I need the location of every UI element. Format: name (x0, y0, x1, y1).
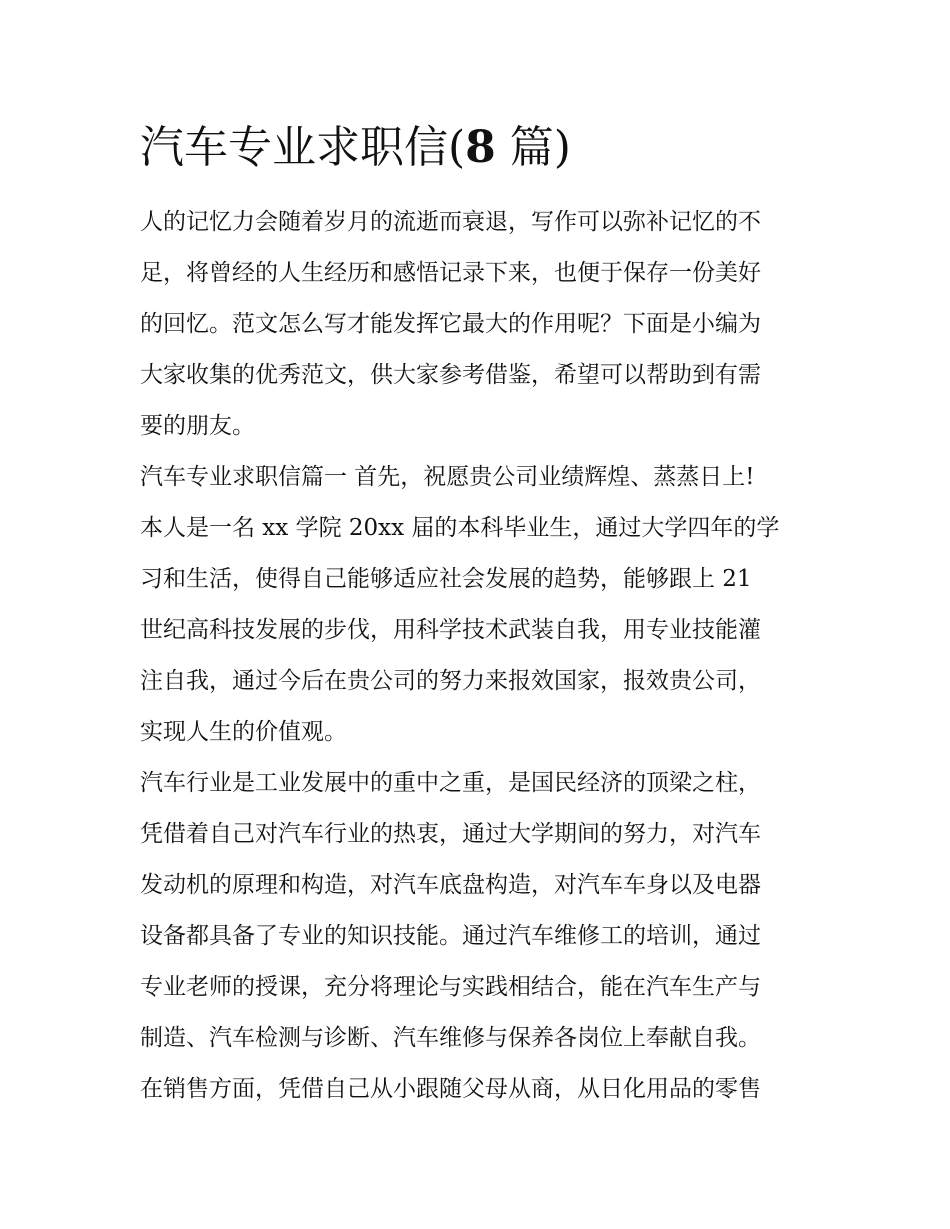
body-line: 世纪高科技发展的步伐，用科学技术武装自我，用专业技能灌 (140, 617, 761, 643)
title-prefix: 汽车专业求职信( (140, 122, 466, 173)
body-line: 习和生活，使得自己能够适应社会发展的趋势，能够跟上 21 (140, 566, 752, 592)
body-line: 汽车行业是工业发展中的重中之重，是国民经济的顶梁之柱， (140, 770, 761, 796)
body-line: 实现人生的价值观。 (140, 719, 347, 745)
body-line: 专业老师的授课，充分将理论与实践相结合，能在汽车生产与 (140, 974, 761, 1000)
body-line: 人的记忆力会随着岁月的流逝而衰退，写作可以弥补记忆的不 (140, 209, 761, 235)
title-suffix: 篇) (495, 122, 571, 173)
document-title (140, 118, 571, 178)
body-line: 的回忆。范文怎么写才能发挥它最大的作用呢？下面是小编为 (140, 311, 761, 337)
body-line: 要的朋友。 (140, 413, 255, 439)
body-line: 汽车专业求职信篇一 首先，祝愿贵公司业绩辉煌、蒸蒸日上! (140, 464, 755, 490)
body-line: 注自我，通过今后在贵公司的努力来报效国家，报效贵公司， (140, 668, 761, 694)
body-line: 大家收集的优秀范文，供大家参考借鉴，希望可以帮助到有需 (140, 362, 761, 388)
body-line: 制造、汽车检测与诊断、汽车维修与保养各岗位上奉献自我。 (140, 1025, 761, 1051)
body-line: 设备都具备了专业的知识技能。通过汽车维修工的培训，通过 (140, 923, 761, 949)
body-line: 发动机的原理和构造，对汽车底盘构造，对汽车车身以及电器 (140, 872, 761, 898)
body-line: 在销售方面，凭借自己从小跟随父母从商，从日化用品的零售 (140, 1076, 761, 1102)
document-body (140, 197, 830, 1115)
body-line: 本人是一名 xx 学院 20xx 届的本科毕业生，通过大学四年的学 (140, 515, 780, 541)
title-number: 8 (465, 122, 496, 173)
body-line: 凭借着自己对汽车行业的热衷，通过大学期间的努力，对汽车 (140, 821, 761, 847)
body-line: 足，将曾经的人生经历和感悟记录下来，也便于保存一份美好 (140, 260, 761, 286)
